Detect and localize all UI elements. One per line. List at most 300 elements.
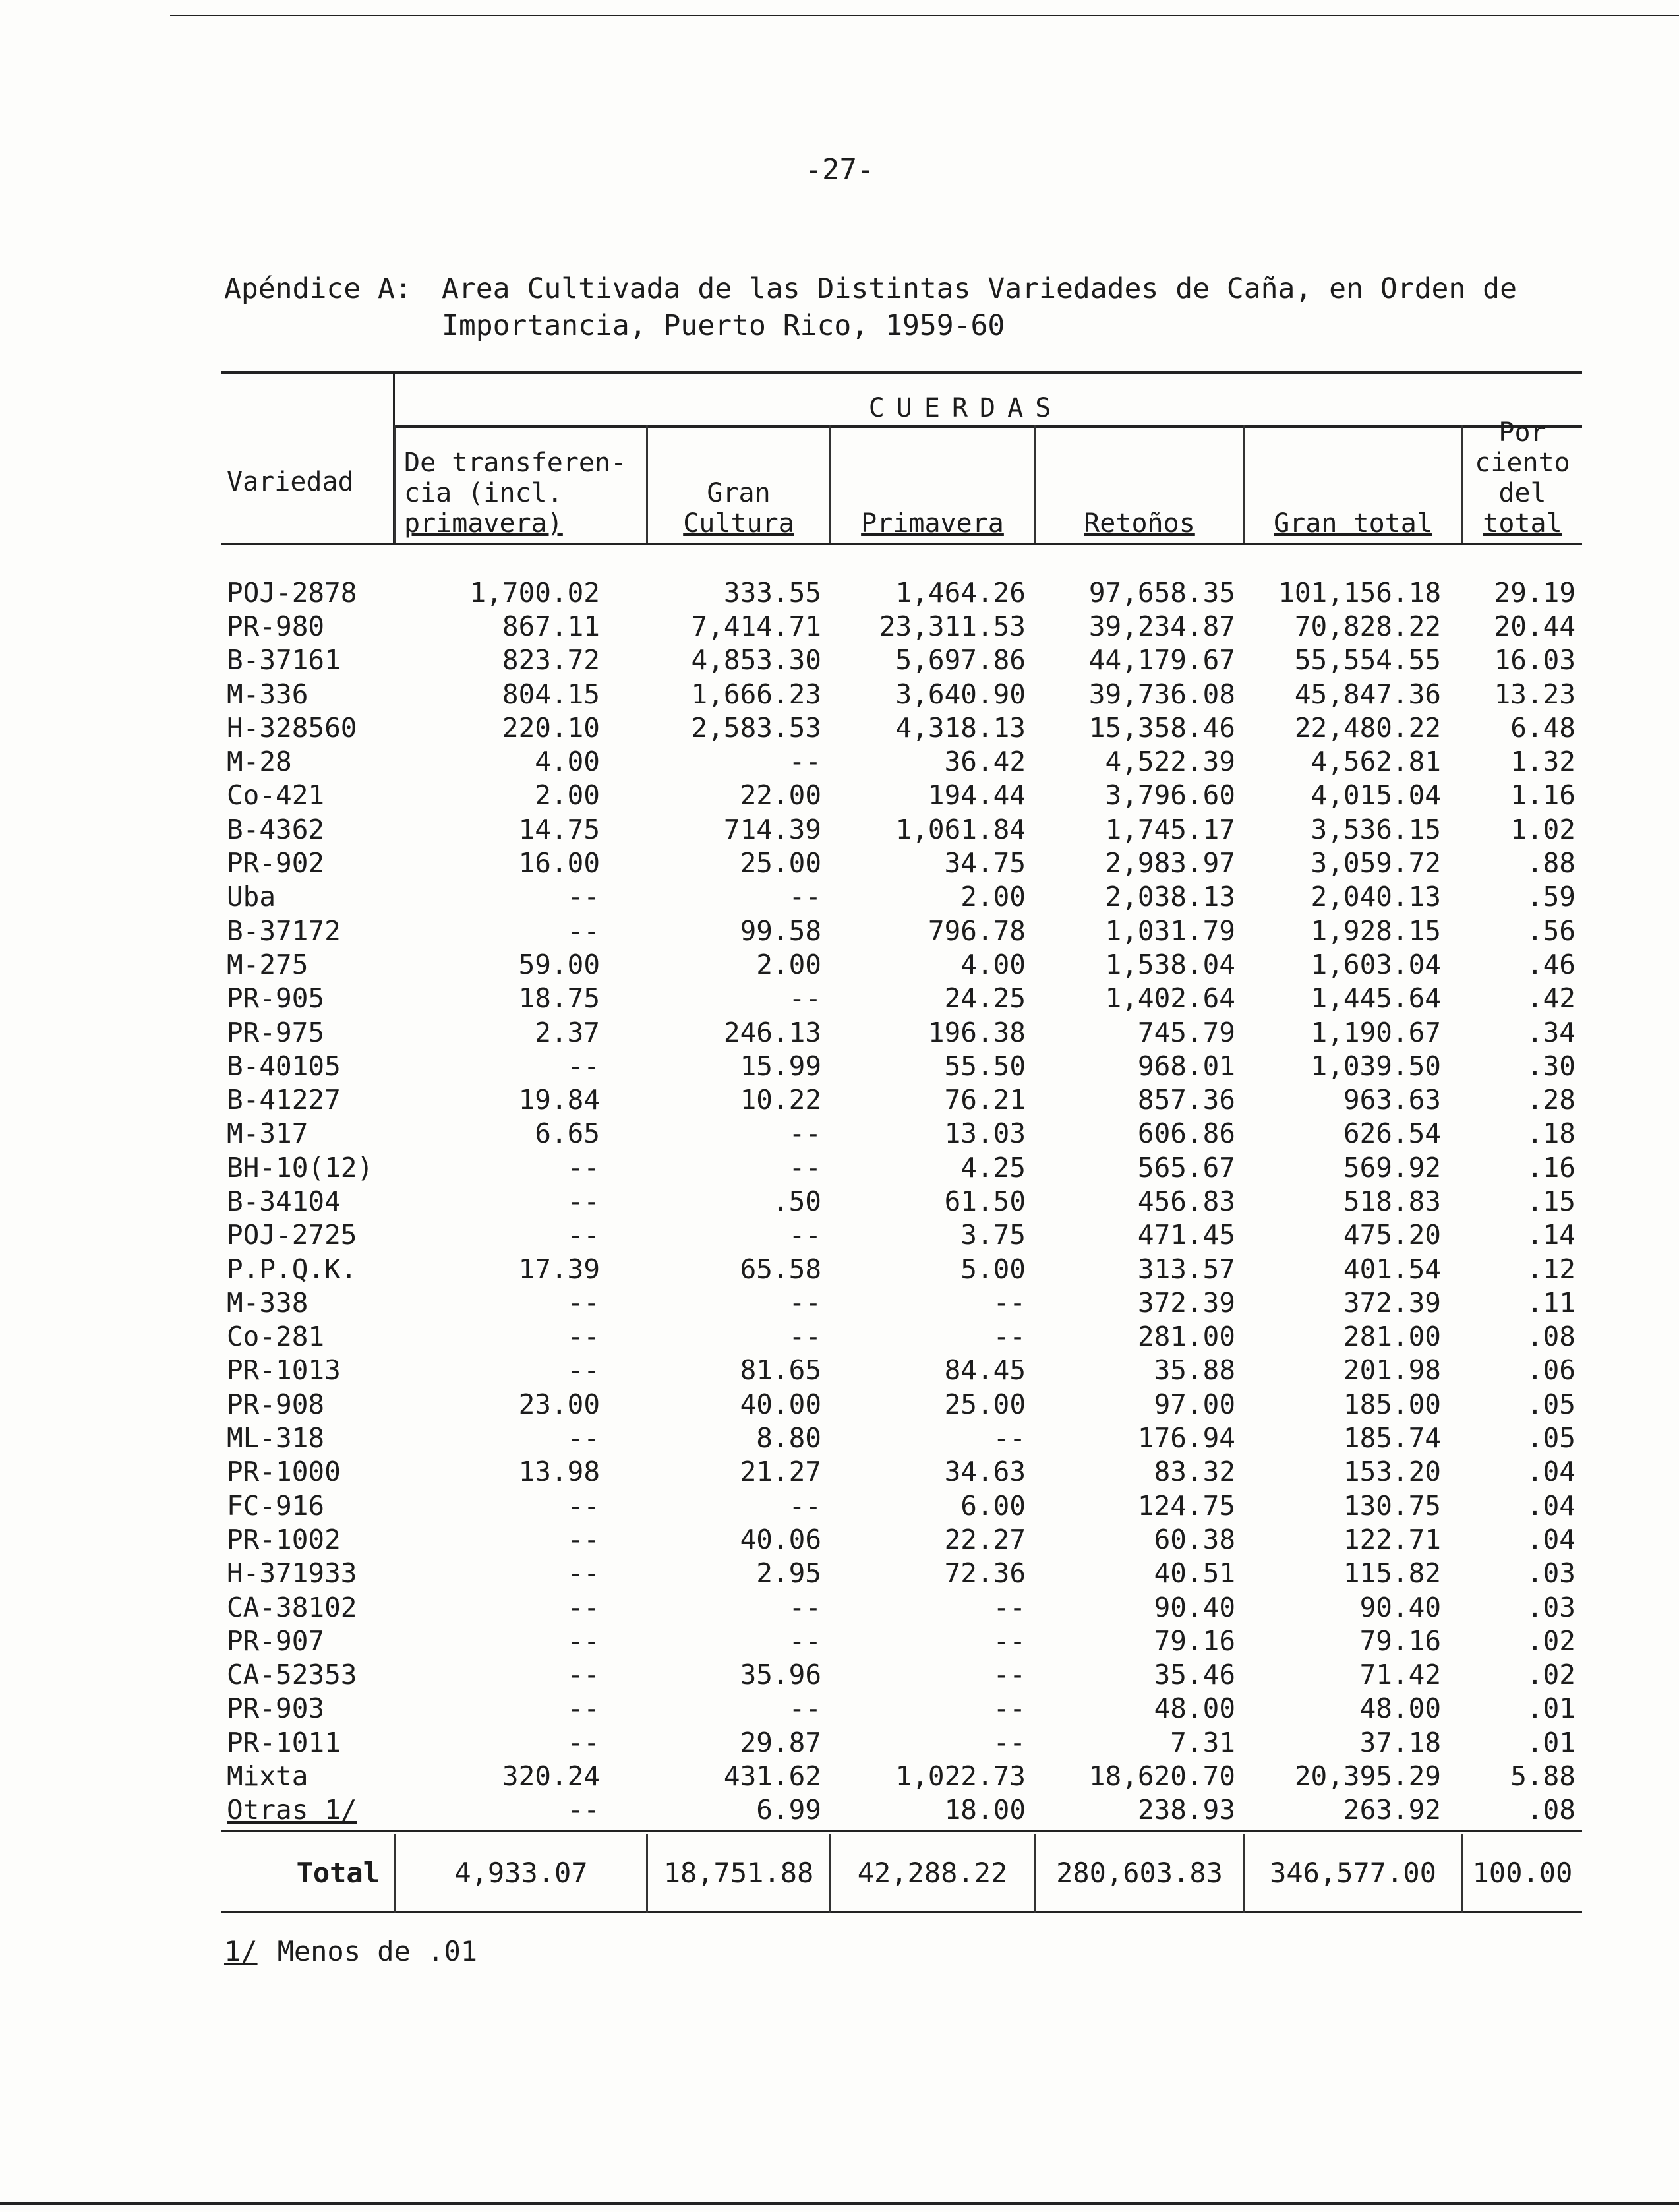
cell-retonos: 97,658.35 bbox=[1088, 576, 1235, 609]
cell-primavera: 5.00 bbox=[960, 1253, 1026, 1285]
cell-transferencia: -- bbox=[567, 1557, 600, 1590]
cell-variedad: PR-1000 bbox=[227, 1456, 341, 1488]
cell-primavera: 4.00 bbox=[960, 948, 1026, 980]
cell-gran-total: 1,928.15 bbox=[1311, 914, 1441, 947]
cell-retonos: 39,234.87 bbox=[1088, 610, 1235, 642]
cell-primavera: 76.21 bbox=[944, 1084, 1026, 1116]
cell-retonos: 4,522.39 bbox=[1105, 746, 1235, 778]
header-gran-cultura-l2: Cultura bbox=[683, 508, 794, 539]
cell-gran-total: 1,445.64 bbox=[1311, 982, 1441, 1015]
cell-por-ciento: .18 bbox=[1526, 1118, 1576, 1150]
cell-transferencia: -- bbox=[567, 1422, 600, 1454]
header-primavera bbox=[829, 425, 1034, 543]
table-row bbox=[221, 1557, 1582, 1590]
table-row bbox=[221, 1624, 1582, 1658]
cell-transferencia: 18.75 bbox=[518, 982, 600, 1015]
header-transferencia-l2: cia (incl. bbox=[404, 478, 563, 508]
cell-gran-cultura: 35.96 bbox=[740, 1659, 821, 1691]
cell-por-ciento: .08 bbox=[1526, 1321, 1576, 1353]
cell-gran-cultura: 1,666.23 bbox=[691, 678, 821, 710]
table-row bbox=[221, 1151, 1582, 1184]
cell-primavera: -- bbox=[993, 1659, 1026, 1691]
cell-variedad: POJ-2725 bbox=[227, 1219, 357, 1251]
cell-primavera: 2.00 bbox=[960, 881, 1026, 913]
table-row bbox=[221, 1252, 1582, 1286]
cell-variedad: PR-903 bbox=[227, 1692, 325, 1725]
cell-gran-total: 130.75 bbox=[1343, 1489, 1441, 1522]
cell-gran-cultura: -- bbox=[788, 1219, 821, 1251]
cell-gran-cultura: 22.00 bbox=[740, 779, 821, 812]
table-row bbox=[221, 1354, 1582, 1387]
cell-gran-total: 569.92 bbox=[1343, 1151, 1441, 1183]
cell-gran-total: 2,040.13 bbox=[1311, 881, 1441, 913]
cell-variedad: M-338 bbox=[227, 1286, 309, 1319]
cell-variedad: B-4362 bbox=[227, 813, 325, 845]
top-rule bbox=[170, 15, 1679, 16]
cell-gran-cultura: 81.65 bbox=[740, 1354, 821, 1387]
total-label: Total bbox=[296, 1857, 380, 1890]
cell-variedad: Mixta bbox=[227, 1760, 309, 1793]
cell-variedad: PR-907 bbox=[227, 1625, 325, 1657]
table-row bbox=[221, 1421, 1582, 1454]
cell-gran-cultura: 333.55 bbox=[723, 576, 821, 609]
cell-primavera: 1,464.26 bbox=[895, 576, 1026, 609]
cell-por-ciento: .11 bbox=[1526, 1286, 1576, 1319]
cell-transferencia: 2.37 bbox=[535, 1016, 600, 1048]
cell-gran-cultura: 6.99 bbox=[756, 1794, 821, 1826]
cell-gran-cultura: 25.00 bbox=[740, 847, 821, 880]
cell-variedad: P.P.Q.K. bbox=[227, 1253, 357, 1285]
cell-gran-cultura: -- bbox=[788, 746, 821, 778]
table-row bbox=[221, 1455, 1582, 1489]
cell-primavera: 34.63 bbox=[944, 1456, 1026, 1488]
cell-gran-cultura: 65.58 bbox=[740, 1253, 821, 1285]
cell-por-ciento: .34 bbox=[1526, 1016, 1576, 1048]
cell-primavera: -- bbox=[993, 1591, 1026, 1623]
cell-gran-cultura: 2.95 bbox=[756, 1557, 821, 1590]
header-por-ciento-l1: Por bbox=[1498, 417, 1546, 448]
table-row bbox=[221, 1015, 1582, 1049]
footnote bbox=[224, 1935, 477, 1967]
cell-transferencia: -- bbox=[567, 1523, 600, 1555]
cell-transferencia: -- bbox=[567, 1659, 600, 1691]
cell-gran-total: 401.54 bbox=[1343, 1253, 1441, 1285]
cell-variedad: B-37161 bbox=[227, 644, 341, 676]
cell-por-ciento: .88 bbox=[1526, 847, 1576, 880]
cell-transferencia: 16.00 bbox=[518, 847, 600, 880]
cell-por-ciento: .46 bbox=[1526, 948, 1576, 980]
footnote-mark: 1/ bbox=[224, 1935, 258, 1967]
table-row bbox=[221, 1590, 1582, 1624]
header-variedad: Variedad bbox=[227, 467, 354, 497]
cell-gran-total: 963.63 bbox=[1343, 1084, 1441, 1116]
cell-retonos: 1,745.17 bbox=[1105, 813, 1235, 845]
cell-transferencia: -- bbox=[567, 1321, 600, 1353]
cell-gran-cultura: -- bbox=[788, 1286, 821, 1319]
cell-gran-total: 372.39 bbox=[1343, 1286, 1441, 1319]
cell-primavera: 24.25 bbox=[944, 982, 1026, 1015]
total-row bbox=[221, 1834, 1582, 1913]
header-retonos-label: Retoños bbox=[1084, 508, 1195, 539]
appendix-title bbox=[224, 270, 1517, 344]
cell-gran-cultura: -- bbox=[788, 1321, 821, 1353]
cell-variedad: B-34104 bbox=[227, 1185, 341, 1217]
table-row bbox=[221, 1083, 1582, 1116]
table-row bbox=[221, 1286, 1582, 1319]
cell-por-ciento: .30 bbox=[1526, 1050, 1576, 1082]
bottom-rule bbox=[0, 2202, 1679, 2205]
table-row bbox=[221, 1759, 1582, 1793]
cell-primavera: -- bbox=[993, 1422, 1026, 1454]
cell-transferencia: 17.39 bbox=[518, 1253, 600, 1285]
header-gran-total bbox=[1243, 425, 1461, 543]
cell-gran-cultura: 10.22 bbox=[740, 1084, 821, 1116]
cell-primavera: 3,640.90 bbox=[895, 678, 1026, 710]
cell-retonos: 97.00 bbox=[1154, 1388, 1235, 1420]
cell-transferencia: 220.10 bbox=[502, 711, 600, 744]
cell-por-ciento: .02 bbox=[1526, 1625, 1576, 1657]
cell-por-ciento: .01 bbox=[1526, 1692, 1576, 1725]
total-primavera: 42,288.22 bbox=[829, 1834, 1034, 1913]
table-row bbox=[221, 1117, 1582, 1151]
cell-variedad: B-37172 bbox=[227, 914, 341, 947]
table-header-row bbox=[221, 417, 1582, 543]
cell-primavera: 13.03 bbox=[944, 1118, 1026, 1150]
cell-transferencia: 14.75 bbox=[518, 813, 600, 845]
cell-primavera: 55.50 bbox=[944, 1050, 1026, 1082]
cell-transferencia: 804.15 bbox=[502, 678, 600, 710]
cell-gran-cultura: 714.39 bbox=[723, 813, 821, 845]
cell-transferencia: -- bbox=[567, 914, 600, 947]
cell-gran-total: 281.00 bbox=[1343, 1321, 1441, 1353]
cell-por-ciento: .08 bbox=[1526, 1794, 1576, 1826]
cell-retonos: 176.94 bbox=[1137, 1422, 1235, 1454]
table-row bbox=[221, 1692, 1582, 1725]
cell-variedad: PR-908 bbox=[227, 1388, 325, 1420]
cell-variedad: M-28 bbox=[227, 746, 292, 778]
header-por-ciento-l4: total bbox=[1483, 508, 1562, 539]
cell-primavera: 4,318.13 bbox=[895, 711, 1026, 744]
table-row bbox=[221, 947, 1582, 981]
cell-por-ciento: .03 bbox=[1526, 1557, 1576, 1590]
cell-variedad: POJ-2878 bbox=[227, 576, 357, 609]
cell-primavera: 1,022.73 bbox=[895, 1760, 1026, 1793]
cell-por-ciento: .06 bbox=[1526, 1354, 1576, 1387]
cell-gran-cultura: 431.62 bbox=[723, 1760, 821, 1793]
cell-retonos: 1,538.04 bbox=[1105, 948, 1235, 980]
cell-gran-total: 55,554.55 bbox=[1294, 644, 1441, 676]
cell-transferencia: -- bbox=[567, 881, 600, 913]
cell-retonos: 48.00 bbox=[1154, 1692, 1235, 1725]
table-row bbox=[221, 846, 1582, 880]
page-number: -27- bbox=[804, 153, 875, 187]
header-transferencia-l1: De transferen- bbox=[404, 448, 627, 478]
cell-retonos: 35.46 bbox=[1154, 1659, 1235, 1691]
cell-por-ciento: 1.32 bbox=[1510, 746, 1576, 778]
cell-gran-cultura: -- bbox=[788, 1151, 821, 1183]
cell-primavera: -- bbox=[993, 1726, 1026, 1758]
cell-transferencia: 4.00 bbox=[535, 746, 600, 778]
cell-variedad: M-336 bbox=[227, 678, 309, 710]
cuerdas-header: CUERDAS bbox=[868, 393, 1063, 423]
table-row bbox=[221, 576, 1582, 609]
cell-gran-cultura: -- bbox=[788, 1591, 821, 1623]
cell-transferencia: -- bbox=[567, 1185, 600, 1217]
cell-gran-total: 90.40 bbox=[1359, 1591, 1441, 1623]
cell-retonos: 44,179.67 bbox=[1088, 644, 1235, 676]
cell-gran-total: 45,847.36 bbox=[1294, 678, 1441, 710]
cell-retonos: 7.31 bbox=[1170, 1726, 1235, 1758]
cell-por-ciento: 29.19 bbox=[1494, 576, 1576, 609]
cell-gran-total: 185.74 bbox=[1343, 1422, 1441, 1454]
cell-primavera: 25.00 bbox=[944, 1388, 1026, 1420]
cell-primavera: 196.38 bbox=[928, 1016, 1026, 1048]
cell-gran-cultura: -- bbox=[788, 1692, 821, 1725]
table-row bbox=[221, 880, 1582, 914]
cell-gran-total: 101,156.18 bbox=[1278, 576, 1441, 609]
cell-gran-cultura: -- bbox=[788, 1489, 821, 1522]
cell-gran-total: 1,039.50 bbox=[1311, 1050, 1441, 1082]
cell-transferencia: -- bbox=[567, 1050, 600, 1082]
cell-por-ciento: 20.44 bbox=[1494, 610, 1576, 642]
table-row bbox=[221, 982, 1582, 1015]
table-body bbox=[221, 543, 1582, 1827]
cell-retonos: 238.93 bbox=[1137, 1794, 1235, 1826]
table-row bbox=[221, 1218, 1582, 1252]
cell-retonos: 2,038.13 bbox=[1105, 881, 1235, 913]
cell-primavera: 23,311.53 bbox=[879, 610, 1026, 642]
cell-gran-total: 185.00 bbox=[1343, 1388, 1441, 1420]
cell-variedad: Co-421 bbox=[227, 779, 325, 812]
cell-transferencia: 320.24 bbox=[502, 1760, 600, 1793]
cell-variedad: ML-318 bbox=[227, 1422, 325, 1454]
cell-gran-total: 263.92 bbox=[1343, 1794, 1441, 1826]
cell-retonos: 1,031.79 bbox=[1105, 914, 1235, 947]
cell-gran-cultura: 7,414.71 bbox=[691, 610, 821, 642]
header-retonos bbox=[1034, 425, 1243, 543]
cell-retonos: 313.57 bbox=[1137, 1253, 1235, 1285]
table-row bbox=[221, 812, 1582, 846]
cell-gran-cultura: 2.00 bbox=[756, 948, 821, 980]
cell-variedad: B-40105 bbox=[227, 1050, 341, 1082]
cell-gran-total: 115.82 bbox=[1343, 1557, 1441, 1590]
table-row bbox=[221, 1793, 1582, 1827]
cell-por-ciento: .02 bbox=[1526, 1659, 1576, 1691]
cell-variedad: PR-902 bbox=[227, 847, 325, 880]
cell-variedad: PR-975 bbox=[227, 1016, 325, 1048]
table-row bbox=[221, 1320, 1582, 1354]
cell-transferencia: -- bbox=[567, 1219, 600, 1251]
cell-gran-total: 1,603.04 bbox=[1311, 948, 1441, 980]
cell-primavera: 3.75 bbox=[960, 1219, 1026, 1251]
cell-por-ciento: .05 bbox=[1526, 1388, 1576, 1420]
cell-transferencia: 1,700.02 bbox=[469, 576, 600, 609]
cell-variedad: PR-1013 bbox=[227, 1354, 341, 1387]
cell-variedad: PR-905 bbox=[227, 982, 325, 1015]
cell-transferencia: 23.00 bbox=[518, 1388, 600, 1420]
cell-primavera: 796.78 bbox=[928, 914, 1026, 947]
header-gran-cultura bbox=[646, 425, 829, 543]
cell-retonos: 857.36 bbox=[1137, 1084, 1235, 1116]
cell-primavera: 84.45 bbox=[944, 1354, 1026, 1387]
cell-retonos: 83.32 bbox=[1154, 1456, 1235, 1488]
cell-por-ciento: .12 bbox=[1526, 1253, 1576, 1285]
cell-primavera: 4.25 bbox=[960, 1151, 1026, 1183]
cell-primavera: -- bbox=[993, 1692, 1026, 1725]
cell-por-ciento: .05 bbox=[1526, 1422, 1576, 1454]
cell-retonos: 3,796.60 bbox=[1105, 779, 1235, 812]
header-por-ciento-l3: del bbox=[1498, 478, 1546, 508]
cell-primavera: 22.27 bbox=[944, 1523, 1026, 1555]
cell-primavera: 36.42 bbox=[944, 746, 1026, 778]
cell-retonos: 39,736.08 bbox=[1088, 678, 1235, 710]
cell-retonos: 2,983.97 bbox=[1105, 847, 1235, 880]
cell-por-ciento: 1.02 bbox=[1510, 813, 1576, 845]
table-top-rule bbox=[221, 371, 1582, 374]
cell-gran-total: 48.00 bbox=[1359, 1692, 1441, 1725]
cell-gran-total: 518.83 bbox=[1343, 1185, 1441, 1217]
cell-gran-total: 79.16 bbox=[1359, 1625, 1441, 1657]
cell-transferencia: 19.84 bbox=[518, 1084, 600, 1116]
cell-variedad: Uba bbox=[227, 881, 276, 913]
cell-gran-cultura: -- bbox=[788, 982, 821, 1015]
cell-por-ciento: .28 bbox=[1526, 1084, 1576, 1116]
cell-primavera: 194.44 bbox=[928, 779, 1026, 812]
cell-gran-total: 475.20 bbox=[1343, 1219, 1441, 1251]
cell-variedad: BH-10(12) bbox=[227, 1151, 374, 1183]
cell-gran-total: 1,190.67 bbox=[1311, 1016, 1441, 1048]
cell-retonos: 606.86 bbox=[1137, 1118, 1235, 1150]
header-gran-cultura-l1: Gran bbox=[707, 478, 771, 508]
cell-por-ciento: .15 bbox=[1526, 1185, 1576, 1217]
cell-retonos: 968.01 bbox=[1137, 1050, 1235, 1082]
cell-gran-total: 20,395.29 bbox=[1294, 1760, 1441, 1793]
header-transferencia-l3: primavera) bbox=[404, 508, 563, 539]
cell-transferencia: -- bbox=[567, 1794, 600, 1826]
table-row bbox=[221, 1489, 1582, 1522]
cell-transferencia: -- bbox=[567, 1151, 600, 1183]
cell-variedad: Otras 1/ bbox=[227, 1794, 357, 1826]
cell-gran-total: 122.71 bbox=[1343, 1523, 1441, 1555]
cell-retonos: 745.79 bbox=[1137, 1016, 1235, 1048]
title-line-2: Importancia, Puerto Rico, 1959-60 bbox=[442, 309, 1005, 342]
table-row bbox=[221, 1049, 1582, 1083]
cell-gran-total: 201.98 bbox=[1343, 1354, 1441, 1387]
cell-gran-cultura: 99.58 bbox=[740, 914, 821, 947]
cell-por-ciento: .01 bbox=[1526, 1726, 1576, 1758]
cell-gran-cultura: 29.87 bbox=[740, 1726, 821, 1758]
table-row bbox=[221, 1522, 1582, 1556]
cell-transferencia: -- bbox=[567, 1692, 600, 1725]
cell-retonos: 79.16 bbox=[1154, 1625, 1235, 1657]
cell-gran-total: 153.20 bbox=[1343, 1456, 1441, 1488]
cell-variedad: PR-1002 bbox=[227, 1523, 341, 1555]
cell-gran-cultura: 40.00 bbox=[740, 1388, 821, 1420]
table-row bbox=[221, 914, 1582, 947]
cell-variedad: CA-52353 bbox=[227, 1659, 357, 1691]
cell-transferencia: 823.72 bbox=[502, 644, 600, 676]
table-row bbox=[221, 779, 1582, 812]
cell-primavera: 5,697.86 bbox=[895, 644, 1026, 676]
cell-por-ciento: 5.88 bbox=[1510, 1760, 1576, 1793]
table-row bbox=[221, 744, 1582, 778]
cell-variedad: PR-980 bbox=[227, 610, 325, 642]
cell-variedad: M-275 bbox=[227, 948, 309, 980]
cell-gran-cultura: 2,583.53 bbox=[691, 711, 821, 744]
cell-variedad: CA-38102 bbox=[227, 1591, 357, 1623]
cell-primavera: -- bbox=[993, 1286, 1026, 1319]
cell-variedad: H-328560 bbox=[227, 711, 357, 744]
cell-por-ciento: 6.48 bbox=[1510, 711, 1576, 744]
cell-gran-total: 70,828.22 bbox=[1294, 610, 1441, 642]
cell-por-ciento: .42 bbox=[1526, 982, 1576, 1015]
cell-gran-cultura: 15.99 bbox=[740, 1050, 821, 1082]
cell-por-ciento: 1.16 bbox=[1510, 779, 1576, 812]
cell-transferencia: -- bbox=[567, 1726, 600, 1758]
cell-por-ciento: 16.03 bbox=[1494, 644, 1576, 676]
cell-retonos: 40.51 bbox=[1154, 1557, 1235, 1590]
table-row bbox=[221, 1658, 1582, 1692]
cell-primavera: 18.00 bbox=[944, 1794, 1026, 1826]
cell-retonos: 471.45 bbox=[1137, 1219, 1235, 1251]
cell-transferencia: 59.00 bbox=[518, 948, 600, 980]
cell-gran-cultura: 21.27 bbox=[740, 1456, 821, 1488]
cell-gran-total: 3,536.15 bbox=[1311, 813, 1441, 845]
cell-retonos: 565.67 bbox=[1137, 1151, 1235, 1183]
cell-retonos: 124.75 bbox=[1137, 1489, 1235, 1522]
total-por-ciento: 100.00 bbox=[1461, 1834, 1582, 1913]
cell-primavera: -- bbox=[993, 1625, 1026, 1657]
cell-primavera: 1,061.84 bbox=[895, 813, 1026, 845]
cell-retonos: 35.88 bbox=[1154, 1354, 1235, 1387]
cell-gran-cultura: 8.80 bbox=[756, 1422, 821, 1454]
cell-retonos: 18,620.70 bbox=[1088, 1760, 1235, 1793]
cell-primavera: 72.36 bbox=[944, 1557, 1026, 1590]
cell-gran-total: 626.54 bbox=[1343, 1118, 1441, 1150]
table-row bbox=[221, 609, 1582, 643]
cell-gran-cultura: -- bbox=[788, 1118, 821, 1150]
cell-transferencia: 13.98 bbox=[518, 1456, 600, 1488]
cell-por-ciento: 13.23 bbox=[1494, 678, 1576, 710]
header-primavera-label: Primavera bbox=[861, 508, 1004, 539]
cell-por-ciento: .56 bbox=[1526, 914, 1576, 947]
cell-primavera: 61.50 bbox=[944, 1185, 1026, 1217]
header-por-ciento bbox=[1461, 417, 1582, 543]
cell-gran-total: 71.42 bbox=[1359, 1659, 1441, 1691]
cell-transferencia: -- bbox=[567, 1286, 600, 1319]
cell-retonos: 281.00 bbox=[1137, 1321, 1235, 1353]
cell-por-ciento: .04 bbox=[1526, 1523, 1576, 1555]
header-gran-total-label: Gran total bbox=[1274, 508, 1432, 539]
cell-gran-total: 37.18 bbox=[1359, 1726, 1441, 1758]
table-row bbox=[221, 643, 1582, 677]
cell-transferencia: 867.11 bbox=[502, 610, 600, 642]
cell-gran-total: 3,059.72 bbox=[1311, 847, 1441, 880]
cell-gran-cultura: -- bbox=[788, 1625, 821, 1657]
total-retonos: 280,603.83 bbox=[1034, 1834, 1243, 1913]
cell-gran-total: 4,015.04 bbox=[1311, 779, 1441, 812]
cell-por-ciento: .59 bbox=[1526, 881, 1576, 913]
title-line-1: Area Cultivada de las Distintas Variedades de Caña, en Orden de bbox=[442, 272, 1517, 305]
cell-por-ciento: .04 bbox=[1526, 1456, 1576, 1488]
cell-transferencia: 6.65 bbox=[535, 1118, 600, 1150]
cell-retonos: 1,402.64 bbox=[1105, 982, 1235, 1015]
cell-retonos: 60.38 bbox=[1154, 1523, 1235, 1555]
total-gran-total: 346,577.00 bbox=[1243, 1834, 1461, 1913]
cell-retonos: 372.39 bbox=[1137, 1286, 1235, 1319]
cell-retonos: 90.40 bbox=[1154, 1591, 1235, 1623]
cell-gran-total: 22,480.22 bbox=[1294, 711, 1441, 744]
